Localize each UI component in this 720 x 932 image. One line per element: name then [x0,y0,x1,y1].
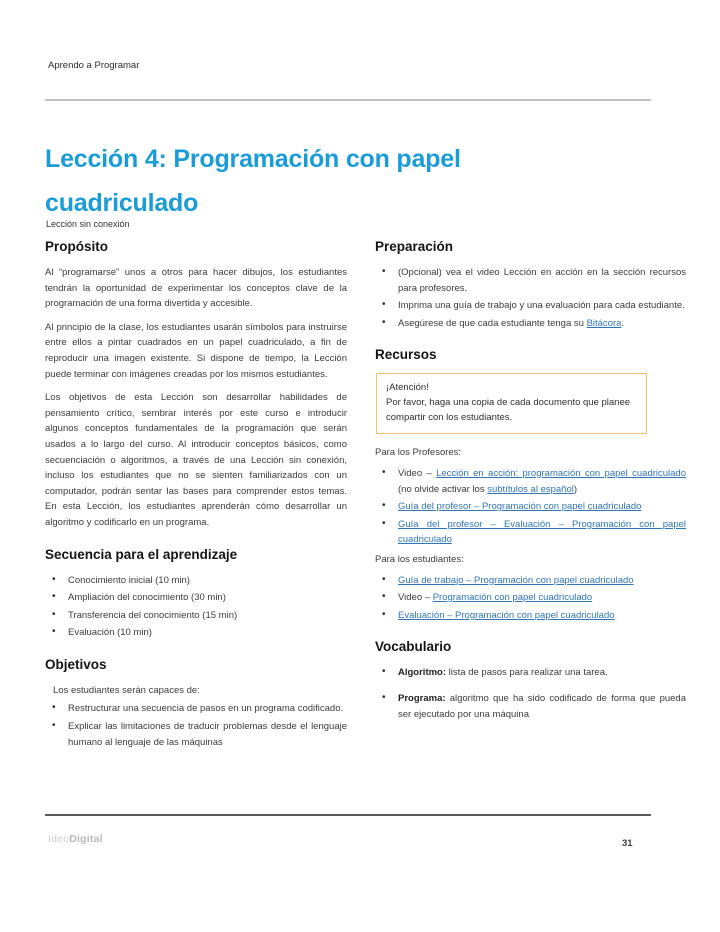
hyperlink[interactable]: Guía del profesor – Evaluación – Programación con papel cuadriculado [398,518,686,546]
profesores-label: Para los Profesores: [375,447,462,459]
vocabulario-list [375,665,686,722]
hyperlink[interactable]: Evaluación – Programación con papel cuadriculado [398,609,615,621]
hyperlink[interactable]: Lección en acción: programación con papel cuadriculado [436,467,686,479]
text-segment: algoritmo que ha sido codificado de forma que pueda ser ejecutado por una máquina [398,692,686,720]
footer-logo-digital: Digital [69,833,103,845]
list-item: • Evaluación (10 min) [45,625,347,641]
profesores-resources-list [375,466,686,548]
objetivos-intro: Los estudiantes serán capaces de: [53,684,200,696]
page-title-line2: cuadriculado [45,188,199,217]
list-item [375,517,686,548]
section-heading-proposito: Propósito [45,239,108,254]
text-segment: Video – [398,592,433,604]
list-item: • Transferencia del conocimiento (15 min) [45,608,347,624]
section-heading-preparacion: Preparación [375,239,454,254]
text-segment: . [621,317,625,329]
term-label: Algoritmo: [398,667,447,679]
text-segment: Video – [398,467,437,479]
right-column [375,238,686,732]
preparacion-list [375,265,686,331]
header-brand: Aprendo a Programar [48,60,140,71]
hyperlink[interactable]: Guía del profesor – Programación con papel cuadriculado [398,501,642,513]
attention-callout [376,373,647,434]
section-heading-secuencia: Secuencia para el aprendizaje [45,546,238,562]
text-segment: Imprima una guía de trabajo y una evaluación para cada estudiante. [398,300,685,312]
hyperlink[interactable]: Bitácora [586,317,622,329]
list-item [375,499,686,515]
list-item [375,298,686,314]
text-segment: lista de pasos para realizar una tarea. [446,667,608,679]
list-item: • Ampliación del conocimiento (30 min) [45,590,347,606]
list-item: • Conocimiento inicial (10 min) [45,573,347,589]
list-item [375,265,686,296]
list-item [375,691,686,722]
lesson-type-label: Lección sin conexión [46,219,130,229]
list-item [375,665,686,681]
page-number: 31 [622,838,633,849]
text-segment: Asegúrese de que cada estudiante tenga su [398,317,587,329]
text-segment: ) [573,483,578,495]
list-item [375,608,686,624]
hyperlink[interactable]: Guía de trabajo – Programación con papel cuadriculado [398,574,634,586]
text-segment: (no olvide activar los [398,483,488,495]
estudiantes-label: Para los estudiantes: [375,553,464,565]
running-header [48,60,139,71]
list-item: • Restructurar una secuencia de pasos en un programa codificado. [45,701,347,717]
objetivos-list [45,701,347,750]
footer-logo [48,833,103,845]
left-column [45,238,347,752]
list-item [375,590,686,606]
list-item [375,316,686,332]
footer-divider [45,814,651,816]
section-heading-vocabulario: Vocabulario [375,639,452,655]
proposito-paragraph: Al “programarse” unos a otros para hacer dibujos, los estudiantes tendrán la oportunidad de experimentar los conceptos clave de la programación de una forma divertida y accesible. [45,267,347,310]
proposito-paragraph: Los objetivos de esta Lección son desarrollar habilidades de pensamiento crítico, sembrar interés por este curso e introducir algunos conceptos fundamentales de la programación que serán usados a lo largo del curso. Al introducir conceptos básicos, como secuenciación o algoritmos, a través de una Lección sin conexión, incluso los estudiantes que no se sienten familiarizados con un computador, podrán sentar las bases para comprender estos temas. En esta Lección, los estudiantes aprenderán cómo desarrollar un algoritmo y codificarlo en un programa. [45,392,347,528]
page-title [45,137,665,225]
proposito-paragraph: Al principio de la clase, los estudiantes usarán símbolos para instruirse entre ellos a pintar cuadrados en un papel cuadriculado, a fin de reproducir una imagen existente. Si dispone de tiempo, la Lección puede terminar con imágenes creadas por los mismos estudiantes. [45,321,347,380]
list-item [375,466,686,497]
footer-logo-ideo: Ideo [48,833,70,845]
list-item [375,573,686,589]
section-heading-objetivos: Objetivos [45,656,107,672]
hyperlink[interactable]: subtítulos al español [487,483,574,495]
page-title-line1: Lección 4: Programación con papel [45,144,461,173]
attention-title: ¡Atención! [386,382,429,394]
section-heading-recursos: Recursos [375,347,437,363]
text-segment: (Opcional) vea el video Lección en acción en la sección recursos para profesores. [398,267,686,294]
hyperlink[interactable]: Programación con papel cuadriculado [432,592,593,604]
header-divider [45,99,651,101]
secuencia-list [45,573,347,641]
attention-body: Por favor, haga una copia de cada documento que planee compartir con los estudiantes. [386,397,631,424]
list-item: • Explicar las limitaciones de traducir problemas desde el lenguaje humano al lenguaje de las máquinas [45,719,347,750]
term-label: Programa: [398,692,446,704]
estudiantes-resources-list [375,573,686,624]
